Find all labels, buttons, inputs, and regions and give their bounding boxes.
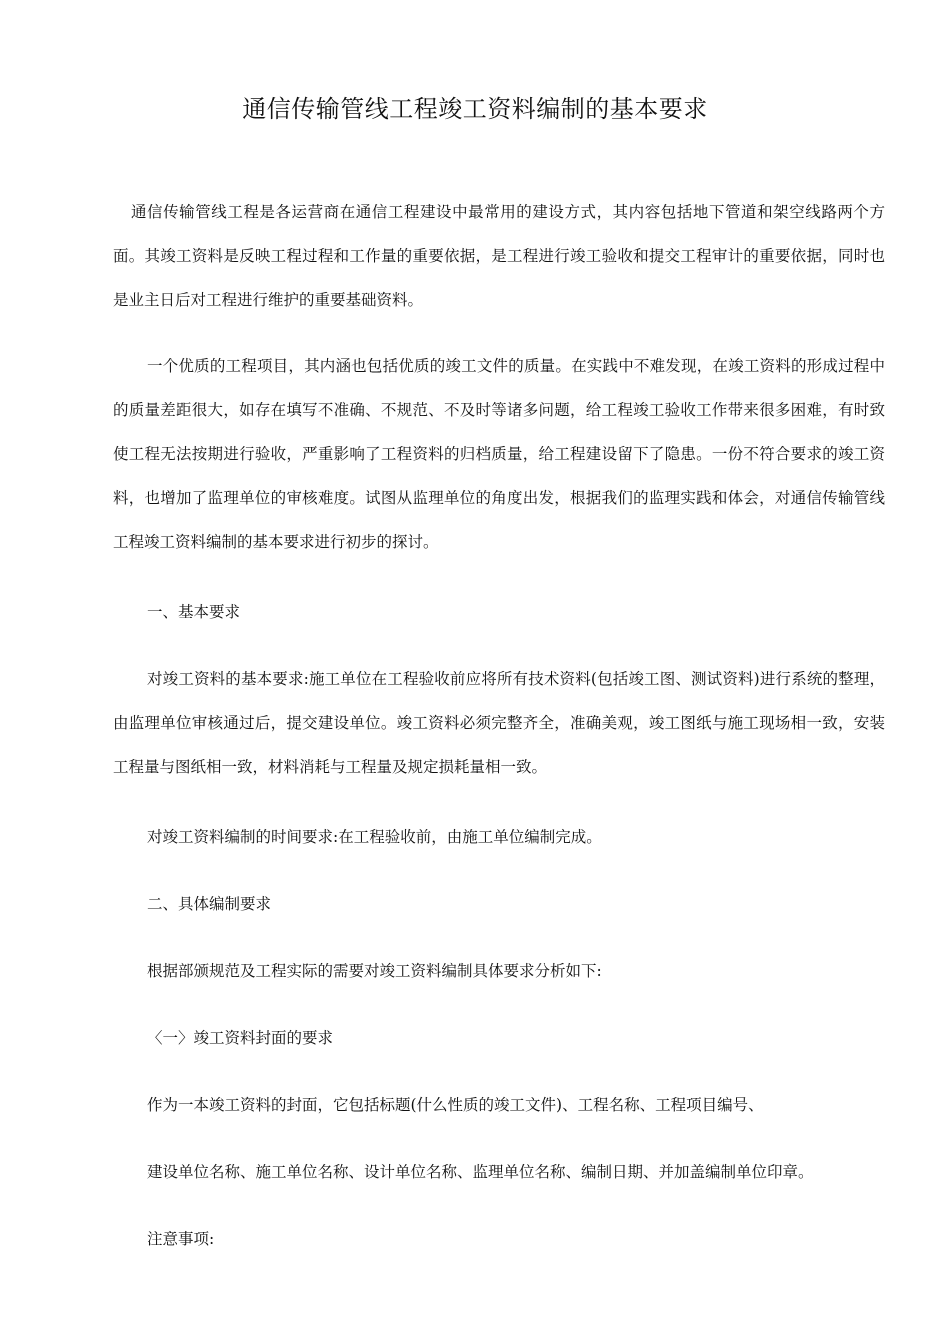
section-heading-specific: 二、具体编制要求 — [147, 895, 272, 913]
paragraph-intro: 通信传输管线工程是各运营商在通信工程建设中最常用的建设方式，其内容包括地下管道和架空线路两个方面。其竣工资料是反映工程过程和工作量的重要依据，是工程进行竣工验收和提交工程审计的重要依据，同时也是业主日后对工程进行维护的重要基础资料。 — [113, 203, 885, 309]
subsection-heading-cover: 〈一〉竣工资料封面的要求 — [147, 1029, 334, 1047]
document-title: 通信传输管线工程竣工资料编制的基本要求 — [242, 95, 708, 123]
paragraph-basic-requirements: 对竣工资料的基本要求:施工单位在工程验收前应将所有技术资料(包括竣工图、测试资料)进行系统的整理，由监理单位审核通过后，提交建设单位。竣工资料必须完整齐全，准确美观，竣工图纸与施工现场相一致，安装工程量与图纸相一致，材料消耗与工程量及规定损耗量相一致。 — [113, 670, 885, 776]
section-heading-basic: 一、基本要求 — [147, 603, 241, 621]
paragraph-analysis-intro: 根据部颁规范及工程实际的需要对竣工资料编制具体要求分析如下: — [147, 962, 602, 980]
paragraph-notes-label: 注意事项: — [147, 1230, 215, 1248]
paragraph-cover-line2: 建设单位名称、施工单位名称、设计单位名称、监理单位名称、编制日期、并加盖编制单位印章。 — [147, 1163, 814, 1181]
paragraph-cover-line1: 作为一本竣工资料的封面，它包括标题(什么性质的竣工文件)、工程名称、工程项目编号、 — [147, 1096, 764, 1114]
paragraph-quality: 一个优质的工程项目，其内涵也包括优质的竣工文件的质量。在实践中不难发现，在竣工资料的形成过程中的质量差距很大，如存在填写不准确、不规范、不及时等诸多问题，给工程竣工验收工作带来很多困难，有时致使工程无法按期进行验收，严重影响了工程资料的归档质量，给工程建设留下了隐患。一份不符合要求的竣工资料，也增加了监理单位的审核难度。试图从监理单位的角度出发，根据我们的监理实践和体会，对通信传输管线工程竣工资料编制的基本要求进行初步的探讨。 — [113, 357, 885, 551]
paragraph-time-requirement: 对竣工资料编制的时间要求:在工程验收前，由施工单位编制完成。 — [147, 828, 602, 846]
